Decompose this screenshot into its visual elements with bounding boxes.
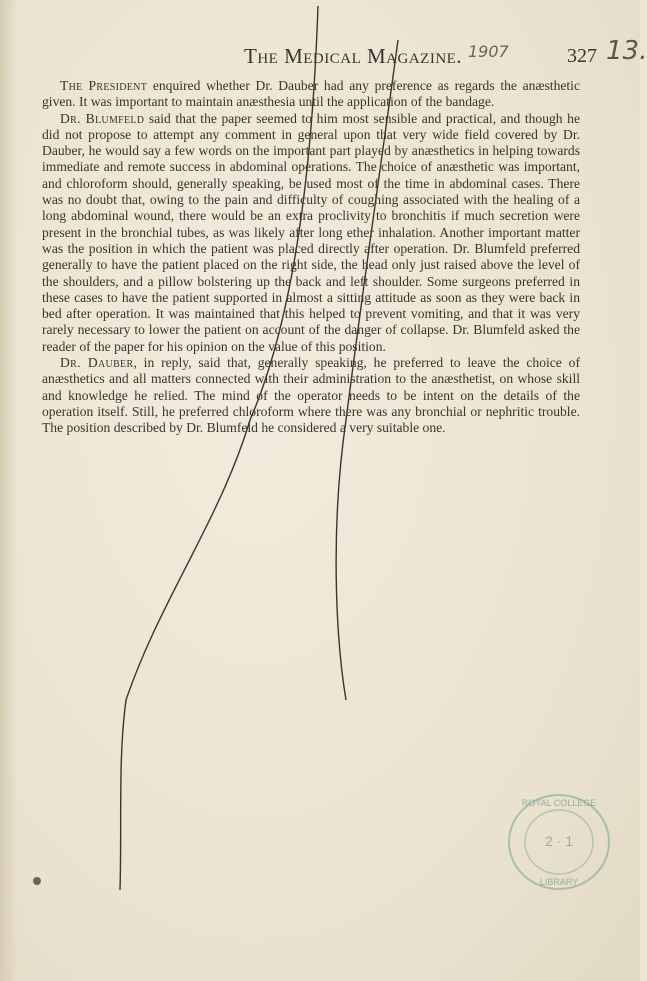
- running-header: [0, 36, 647, 74]
- margin-handwritten-number: 13.: [606, 36, 647, 66]
- paragraph-text: enquired whether Dr. Dauber had any preference as regards the anæsthetic given. It was important to maintain anæsthesia until the application of the bandage.: [42, 78, 580, 110]
- paragraph-text: said that the paper seemed to him most sensible and practical, and though he did not propose to attempt any comment in general upon that very wide field covered by Dr. Dauber, he would say a few words on the important part played by anæsthetics in helping towards immediate and remote success in abdominal operations. The choice of anæsthetic was important, and chloroform should, generally speaking, be used most of the time in abdominal cases. There was no doubt that, owing to the pain and difficulty of coughing associated with the healing of a long abdominal wound, there would be an extra proclivity to bronchitis if much secretion were present in the bronchial tubes, as was likely after long ether inhalation. Another important matter was the position in which the patient was placed directly after operation. Dr. Blumfeld preferred generally to have the patient placed on the right side, the head only just raised above the level of the shoulders, and a pillow bolstering up the back and left shoulder. Some surgeons preferred in these cases to have the patient supported in almost a sitting attitude as soon as they were back in bed after operation. It was maintained that this helped to prevent vomiting, and that it was very rarely necessary to lower the patient on account of the danger of collapse. Dr. Blumfeld asked the reader of the paper for his opinion on the value of this position.: [42, 110, 580, 354]
- stamp-bottom-text: LIBRARY: [539, 877, 579, 887]
- library-stamp: [504, 790, 614, 894]
- journal-title: The Medical Magazine.: [244, 44, 463, 68]
- paragraph-blumfeld: [42, 111, 580, 355]
- speaker-name: The President: [60, 78, 148, 93]
- speaker-name: Dr. Blumfeld: [60, 110, 145, 126]
- stamp-center-text: 2 · 1: [544, 833, 574, 849]
- ink-dot: [33, 877, 41, 885]
- paragraph-text: , in reply, said that, generally speaking, he preferred to leave the choice of anæsthetics and all matters connected with their administration to the anæsthetist, on whose skill and knowledge he relied. The mind of the operator needs to be intent on the details of the operation itself. Still, he preferred chloroform where there was any bronchial or nephritic trouble. The position described by Dr. Blumfeld he considered a very suitable one.: [42, 355, 580, 436]
- handwritten-annotation: 1907: [468, 42, 509, 61]
- paragraph-president: [42, 78, 580, 111]
- page-number: 327: [567, 45, 597, 67]
- article-body: [42, 78, 580, 437]
- paragraph-dauber: [42, 355, 580, 436]
- stamp-top-text: ROYAL COLLEGE: [521, 798, 597, 808]
- speaker-name: Dr. Dauber: [60, 355, 134, 371]
- page-spine-shadow: [0, 0, 18, 981]
